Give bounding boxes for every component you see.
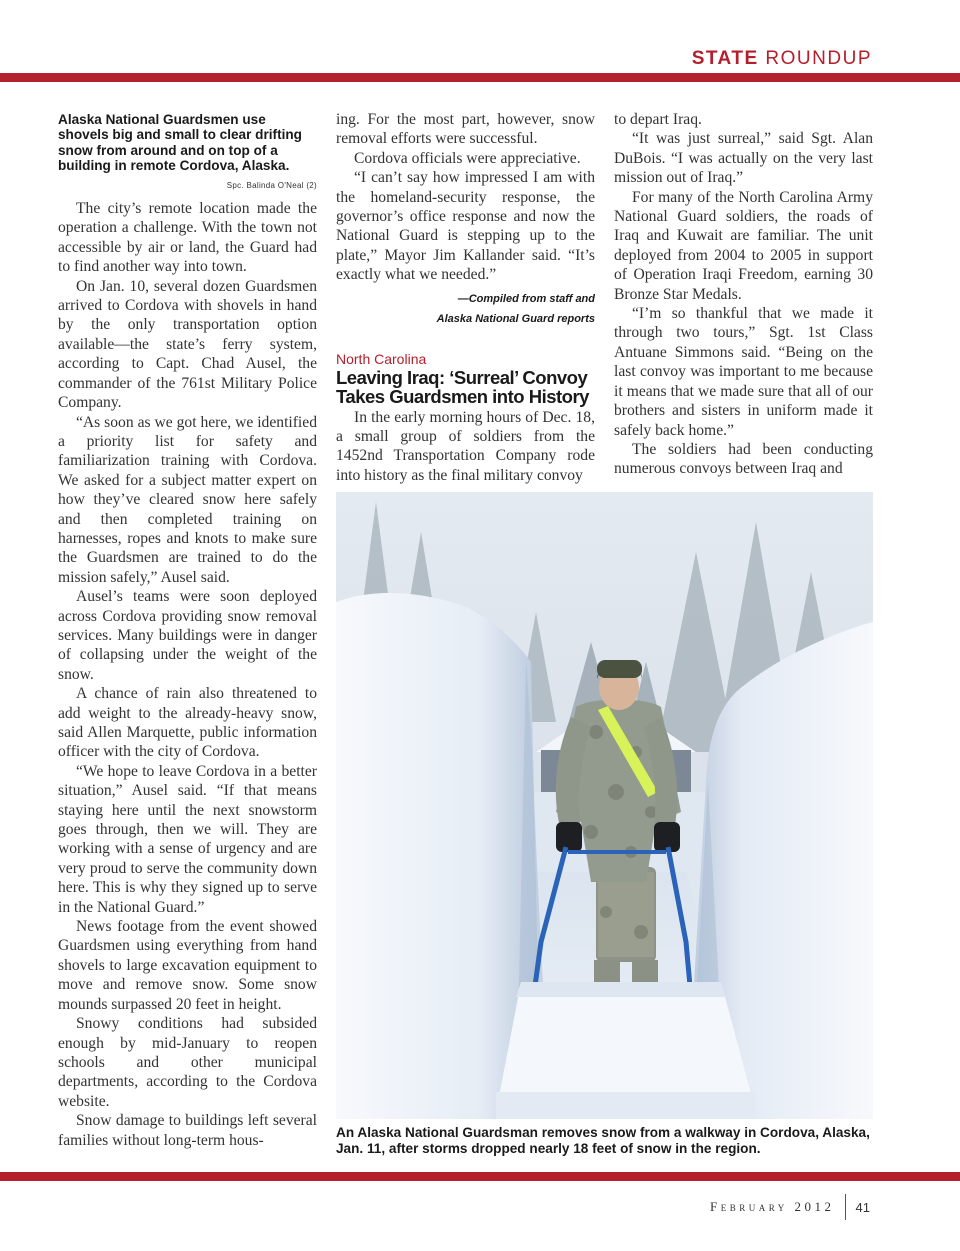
col3-paragraph: “I’m so thankful that we made it through two tours,” Sgt. 1st Class Antuane Simmons said. “Being on the last convoy was important to me because it means that we made sure that all of our brothers and sisters in uniform made it safely back home.” [614,305,873,439]
attribution [336,289,595,329]
photo-credit: Spc. Balinda O'Neal (2) [226,180,317,190]
col1-paragraph: Snow damage to buildings left several families without long-term hous- [58,1112,317,1149]
attribution-line-2: Alaska National Guard reports [436,312,595,325]
col2-story-paragraph: In the early morning hours of Dec. 18, a small group of soldiers from the 1452nd Transportation Company rode into history as the final military convoy [336,408,595,484]
col2-paragraph: Cordova officials were appreciative. [354,149,581,167]
photo-caption: An Alaska National Guardsman removes snow from a walkway in Cordova, Alaska, Jan. 11, after storms dropped nearly 18 feet of snow in the region. [336,1125,870,1156]
col3-paragraph: For many of the North Carolina Army National Guard soldiers, the roads of Iraq and Kuwait are familiar. The unit deployed from 2004 to 2005 in support of Operation Iraqi Freedom, earning 30 Bronze Star Medals. [614,188,873,303]
col1-paragraph: The city’s remote location made the operation a challenge. With the town not accessible by air or land, the Guard had to find another way into town. [58,200,317,276]
snow-trench-photo [336,492,873,1119]
col3-paragraph: The soldiers had been conducting numerous convoys between Iraq and [614,440,873,478]
top-photo-caption: Alaska National Guardsmen use shovels big and small to clear drifting snow from around and on top of a building in remote Cordova, Alaska. [58,112,302,174]
col1-paragraph: On Jan. 10, several dozen Guardsmen arrived to Cordova with shovels in hand by the only transportation option available—the state’s ferry system, according to Capt. Chad Ausel, the commander of the 761st Military Police Company. [58,277,317,412]
col1-paragraph: “We hope to leave Cordova in a better situation,” Ausel said. “If that means staying here until the next snowstorm goes through, then we will. They are working with a sense of urgency and are very proud to serve the community down here. This is why they signed up to serve in the National Guard.” [58,762,317,916]
col2-paragraph: “I can’t say how impressed I am with the homeland-security response, the governor’s office response and now the National Guard is stepping up to the plate,” Mayor Jim Kallander said. “It’s exactly what we needed.” [336,169,595,284]
story-kicker: North Carolina [336,350,427,367]
section-header-rest: ROUNDUP [758,48,872,69]
col1-paragraph: Snowy conditions had subsided enough by mid-January to reopen schools and other municipal departments, according to the Cordova website. [58,1015,317,1110]
col3-paragraph: “It was just surreal,” said Sgt. Alan DuBois. “I was actually on the very last mission out of Iraq.” [614,130,873,187]
section-header [692,48,872,70]
col1-paragraph: Ausel’s teams were soon deployed across Cordova providing snow removal services. Many buildings were in danger of collapsing under the weight of the snow. [58,588,317,683]
col3-paragraph: to depart Iraq. [614,111,702,128]
page-number: 41 [855,1199,870,1215]
attribution-line-1: —Compiled from staff and [457,292,595,305]
top-rule [0,73,960,82]
column-1 [58,112,317,1150]
col1-paragraph: “As soon as we got here, we identified a priority list for safety and familiarization training with Cordova. We asked for a subject matter expert on how they’ve cleared snow here safely and then completed training on harnesses, ropes and knots to make sure the Guardsmen are trained to do the mission safely,” Ausel said. [58,413,317,586]
issue-date: February 2012 [710,1199,835,1214]
col2-paragraph: ing. For the most part, however, snow removal efforts were successful. [336,111,595,148]
col1-paragraph: News footage from the event showed Guardsmen using everything from hand shovels to large excavation equipment to move and remove snow. Some snow mounds surpassed 20 feet in height. [58,918,317,1013]
page-footer [710,1194,870,1220]
section-header-strong: STATE [691,48,759,69]
column-3 [614,110,873,479]
bottom-rule [0,1172,960,1181]
col1-paragraph: A chance of rain also threatened to add weight to the already-heavy snow, said Allen Marquette, public information officer with the city of Cordova. [58,685,317,761]
footer-divider [845,1194,846,1220]
column-2 [336,110,595,485]
story-headline: Leaving Iraq: ‘Surreal’ Convoy Takes Guardsmen into History [336,366,589,407]
